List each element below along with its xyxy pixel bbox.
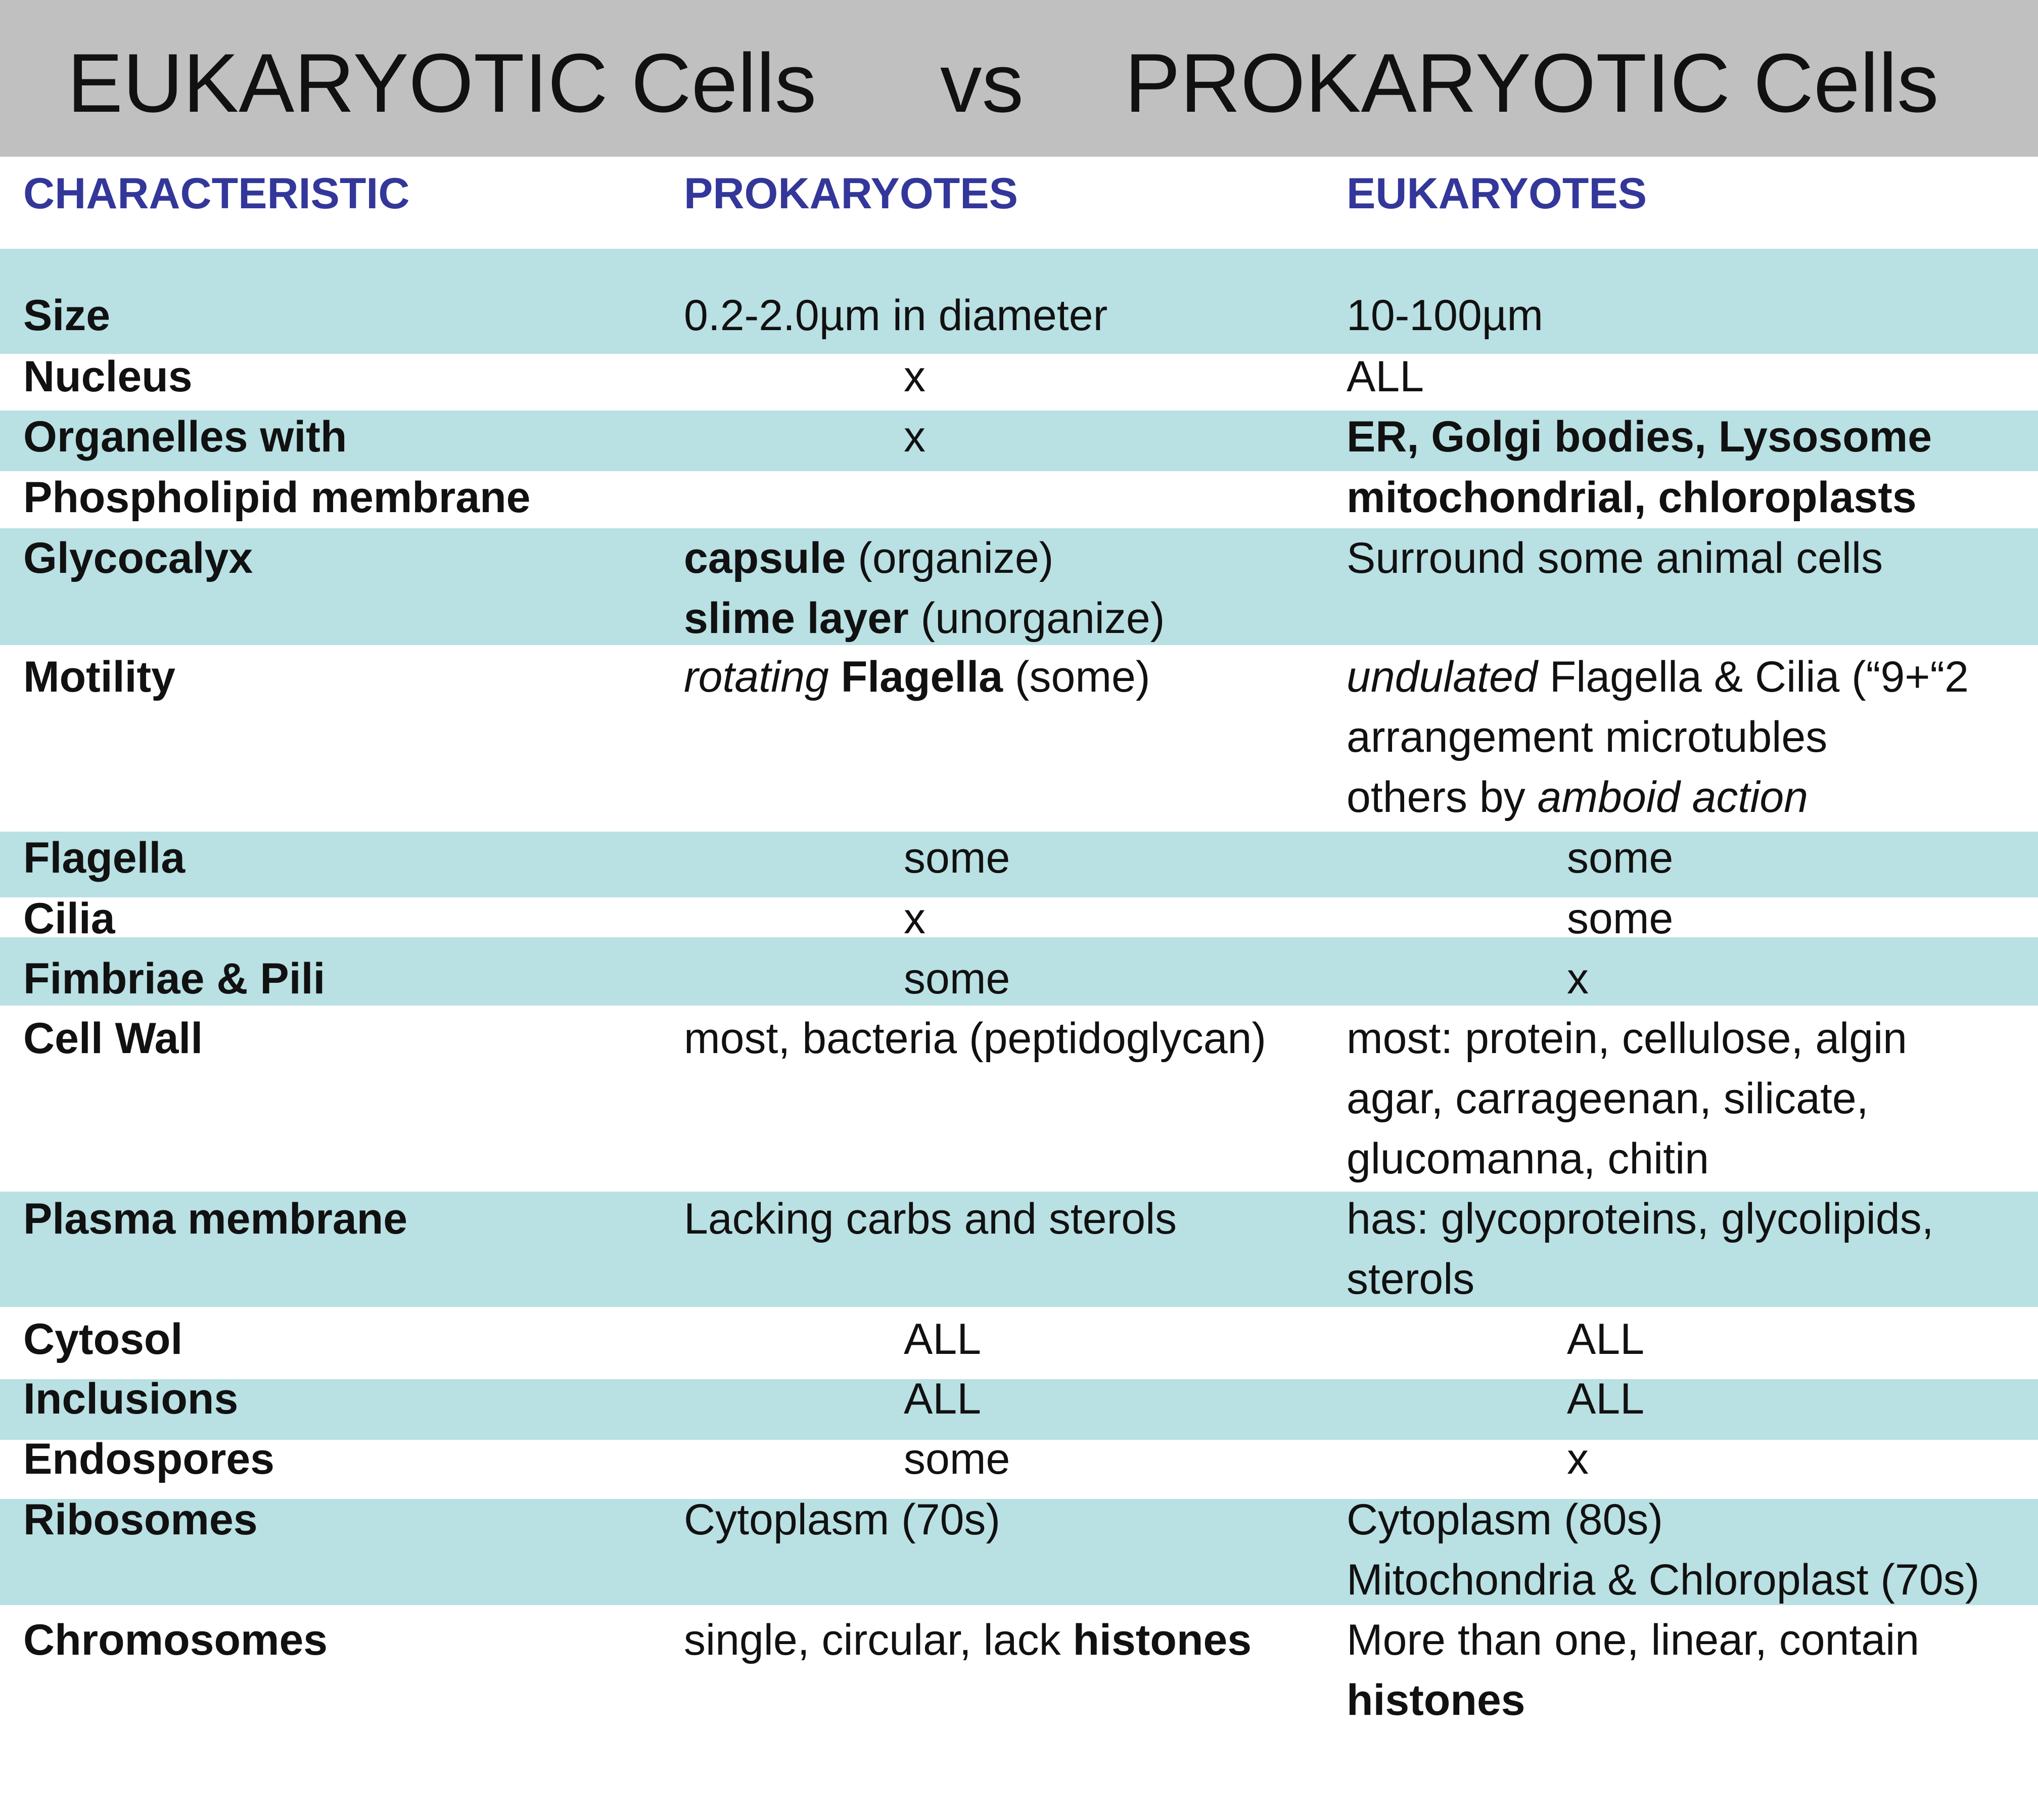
cell-eukaryotes [1567,1369,1644,1429]
cell-line: arrangement microtubles [1347,713,1828,761]
cell-characteristic: Glycocalyx [23,534,253,582]
cell-line: x [1567,1435,1589,1483]
cell-line: ALL [904,1315,982,1363]
cell-line: 10-100µm [1347,291,1543,340]
cell-line: More than one, linear, contain [1347,1616,1920,1664]
cell-eukaryotes [1347,286,1543,346]
cell-line: mitochondrial, chloroplasts [1347,473,1917,522]
cell-line [684,647,1150,707]
cell-line: some [904,954,1010,1003]
cell-line: 0.2-2.0µm in diameter [684,291,1108,340]
italic-run: undulated [1347,653,1538,701]
cell-characteristic: Plasma membrane [23,1195,408,1243]
cell-eukaryotes [1567,1429,1589,1489]
cell-line: agar, carrageenan, silicate, [1347,1074,1869,1123]
cell-eukaryotes [1567,828,1673,888]
cell-line [684,1610,1252,1670]
cell-characteristic: Cilia [23,894,115,943]
cell-line: Surround some animal cells [1347,534,1883,582]
cell-eukaryotes [1347,1009,1907,1189]
cell-eukaryotes [1347,468,1917,528]
bold-run: slime layer [684,594,909,643]
text-run: single, circular, lack [684,1616,1073,1664]
cell-prokaryotes [904,1429,1010,1489]
cell-eukaryotes [1347,528,1883,588]
cell-line [684,528,1165,588]
bold-run: Flagella [828,653,1003,701]
text-run: (some) [1003,653,1150,701]
cell-line: some [1567,894,1674,943]
cell-eukaryotes [1347,647,1969,828]
cell-prokaryotes [904,949,1010,1009]
cell-line [1347,1670,1919,1731]
cell-characteristic: Chromosomes [23,1616,328,1664]
cell-prokaryotes [684,1490,1000,1550]
cell-line: x [904,352,925,401]
cell-line: x [904,413,925,461]
row-band [0,1379,2038,1440]
cell-line [1347,767,1969,828]
cell-eukaryotes [1567,949,1589,1009]
cell-prokaryotes [684,286,1107,346]
cell-line: ALL [1567,1315,1645,1363]
cell-characteristic: Organelles with [23,413,347,461]
cell-eukaryotes [1347,407,1932,467]
cell-prokaryotes [904,347,925,407]
cell-prokaryotes [684,647,1150,707]
cell-eukaryotes [1347,1490,1979,1610]
cell-line [684,588,1165,649]
cell-line: ALL [1347,352,1424,401]
cell-characteristic: Endospores [23,1435,274,1483]
cell-line: sterols [1347,1255,1475,1303]
cell-line: x [904,894,925,943]
cell-prokaryotes [684,1009,1266,1069]
cell-characteristic: Cell Wall [23,1014,203,1063]
cell-line: x [1567,954,1589,1003]
text-run: (organize) [846,534,1054,582]
cell-line: some [1567,834,1674,882]
row-band [0,832,2038,897]
cell-line: glucomanna, chitin [1347,1134,1709,1183]
title-bar [0,0,2038,157]
text-run: (unorganize) [908,594,1165,643]
text-run: Flagella & Cilia (“9+“2 [1537,653,1969,701]
cell-eukaryotes [1567,1309,1644,1370]
cell-eukaryotes [1347,347,1424,407]
cell-characteristic: Ribosomes [23,1495,258,1544]
cell-characteristic: Flagella [23,834,186,882]
cell-prokaryotes [904,1309,981,1370]
cell-prokaryotes [904,407,925,467]
cell-prokaryotes [684,1189,1177,1249]
cell-characteristic: Cytosol [23,1315,183,1363]
cell-line [1347,647,1969,707]
cell-eukaryotes [1347,1610,1919,1731]
title-eukaryotic: EUKARYOTIC Cells [67,36,817,129]
cell-line: ALL [1567,1375,1645,1423]
cell-line: some [904,834,1010,882]
cell-characteristic: Nucleus [23,352,193,401]
cell-line: Cytoplasm (80s) [1347,1495,1663,1544]
cell-prokaryotes [904,1369,981,1429]
cell-characteristic: Motility [23,653,175,701]
cell-eukaryotes [1567,889,1673,949]
italic-run: rotating [684,653,829,701]
cell-line: Mitochondria & Chloroplast (70s) [1347,1556,1980,1604]
text-run: others by [1347,773,1538,822]
cell-line: has: glycoproteins, glycolipids, [1347,1195,1934,1243]
cell-line: ER, Golgi bodies, Lysosome [1347,413,1932,461]
cell-prokaryotes [904,889,925,949]
cell-prokaryotes [904,828,1010,888]
cell-line: most: protein, cellulose, algin [1347,1014,1908,1063]
header-prokaryotes: PROKARYOTES [684,169,1018,218]
header-characteristic: CHARACTERISTIC [23,169,410,218]
title-vs: vs [940,36,1024,129]
cell-prokaryotes [684,528,1165,649]
cell-line: ALL [904,1375,982,1423]
cell-line: Lacking carbs and sterols [684,1195,1177,1243]
bold-run: histones [1347,1676,1525,1724]
italic-run: amboid action [1537,773,1809,822]
cell-characteristic: Phospholipid membrane [23,473,531,522]
cell-line: Cytoplasm (70s) [684,1495,1001,1544]
header-eukaryotes: EUKARYOTES [1347,169,1647,218]
cell-line: most, bacteria (peptidoglycan) [684,1014,1267,1063]
cell-characteristic: Size [23,291,111,340]
bold-run: capsule [684,534,846,582]
bold-run: histones [1073,1616,1252,1664]
cell-prokaryotes [684,1610,1252,1670]
title-prokaryotic: PROKARYOTIC Cells [1125,36,1939,129]
cell-characteristic: Inclusions [23,1375,239,1423]
cell-characteristic: Fimbriae & Pili [23,954,326,1003]
cell-eukaryotes [1347,1189,1934,1309]
cell-line: some [904,1435,1010,1483]
